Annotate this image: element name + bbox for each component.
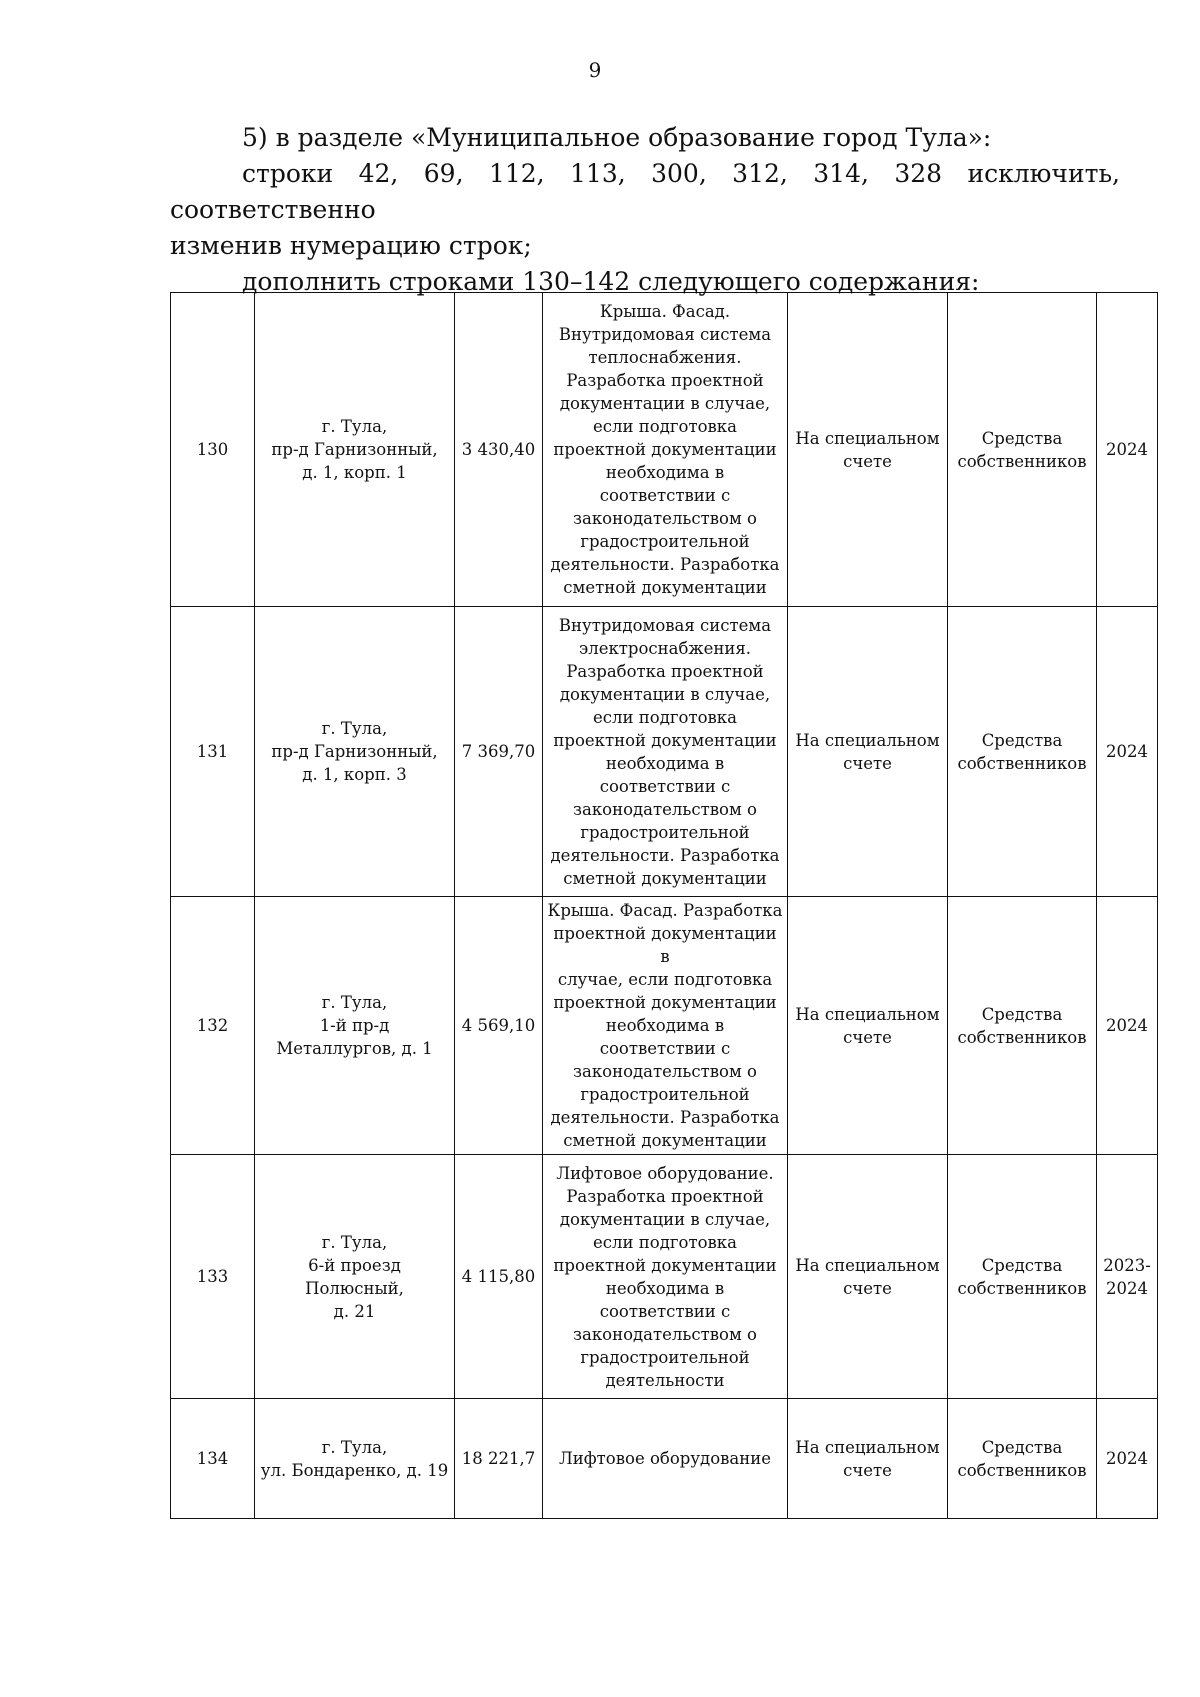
row-number: 134 <box>171 1399 255 1519</box>
row-address: г. Тула, пр-д Гарнизонный, д. 1, корп. 1 <box>255 293 455 607</box>
row-area: 4 569,10 <box>455 897 543 1155</box>
page-number: 9 <box>588 58 602 82</box>
row-number: 132 <box>171 897 255 1155</box>
row-account: На специальном счете <box>788 897 948 1155</box>
intro-line-section: 5) в разделе «Муниципальное образование город Тула»: <box>242 123 992 152</box>
row-works: Крыша. Фасад. Разработка проектной документации в случае, если подготовка проектной документации необходима в соответствии с законодательством о градостроительной деятельности. Разработка сметной документации <box>543 897 788 1155</box>
row-year: 2023- 2024 <box>1097 1155 1158 1399</box>
works-table <box>170 292 1158 1519</box>
table-row <box>171 293 1158 607</box>
table-row <box>171 1155 1158 1399</box>
row-address: г. Тула, 6-й проезд Полюсный, д. 21 <box>255 1155 455 1399</box>
row-number: 130 <box>171 293 255 607</box>
row-funding: Средства собственников <box>948 1399 1097 1519</box>
row-area: 4 115,80 <box>455 1155 543 1399</box>
intro-text <box>170 120 1120 300</box>
row-year: 2024 <box>1097 607 1158 897</box>
row-area: 3 430,40 <box>455 293 543 607</box>
row-number: 133 <box>171 1155 255 1399</box>
row-address: г. Тула, пр-д Гарнизонный, д. 1, корп. 3 <box>255 607 455 897</box>
row-account: На специальном счете <box>788 293 948 607</box>
row-year: 2024 <box>1097 897 1158 1155</box>
table-row <box>171 897 1158 1155</box>
table-row <box>171 1399 1158 1519</box>
row-number: 131 <box>171 607 255 897</box>
row-works: Лифтовое оборудование. Разработка проектной документации в случае, если подготовка проектной документации необходима в соответствии с законодательством о градостроительной деятельности <box>543 1155 788 1399</box>
row-funding: Средства собственников <box>948 607 1097 897</box>
row-funding: Средства собственников <box>948 897 1097 1155</box>
row-area: 7 369,70 <box>455 607 543 897</box>
row-year: 2024 <box>1097 293 1158 607</box>
row-works: Крыша. Фасад. Внутридомовая система теплоснабжения. Разработка проектной документации в случае, если подготовка проектной документации необходима в соответствии с законодательством о градостроительной деятельности. Разработка сметной документации <box>543 293 788 607</box>
row-funding: Средства собственников <box>948 293 1097 607</box>
row-area: 18 221,7 <box>455 1399 543 1519</box>
row-account: На специальном счете <box>788 1155 948 1399</box>
intro-line-exclude: строки 42, 69, 112, 113, 300, 312, 314, 328 исключить, соответственно <box>170 159 1120 224</box>
intro-line-renumber: изменив нумерацию строк; <box>170 231 532 260</box>
row-year: 2024 <box>1097 1399 1158 1519</box>
row-address: г. Тула, 1-й пр-д Металлургов, д. 1 <box>255 897 455 1155</box>
row-address: г. Тула, ул. Бондаренко, д. 19 <box>255 1399 455 1519</box>
row-account: На специальном счете <box>788 607 948 897</box>
row-funding: Средства собственников <box>948 1155 1097 1399</box>
table-row <box>171 607 1158 897</box>
row-account: На специальном счете <box>788 1399 948 1519</box>
intro-line-append: дополнить строками 130–142 следующего содержания: <box>242 267 980 296</box>
row-works: Внутридомовая система электроснабжения. Разработка проектной документации в случае, если подготовка проектной документации необходима в соответствии с законодательством о градостроительной деятельности. Разработка сметной документации <box>543 607 788 897</box>
row-works: Лифтовое оборудование <box>543 1399 788 1519</box>
